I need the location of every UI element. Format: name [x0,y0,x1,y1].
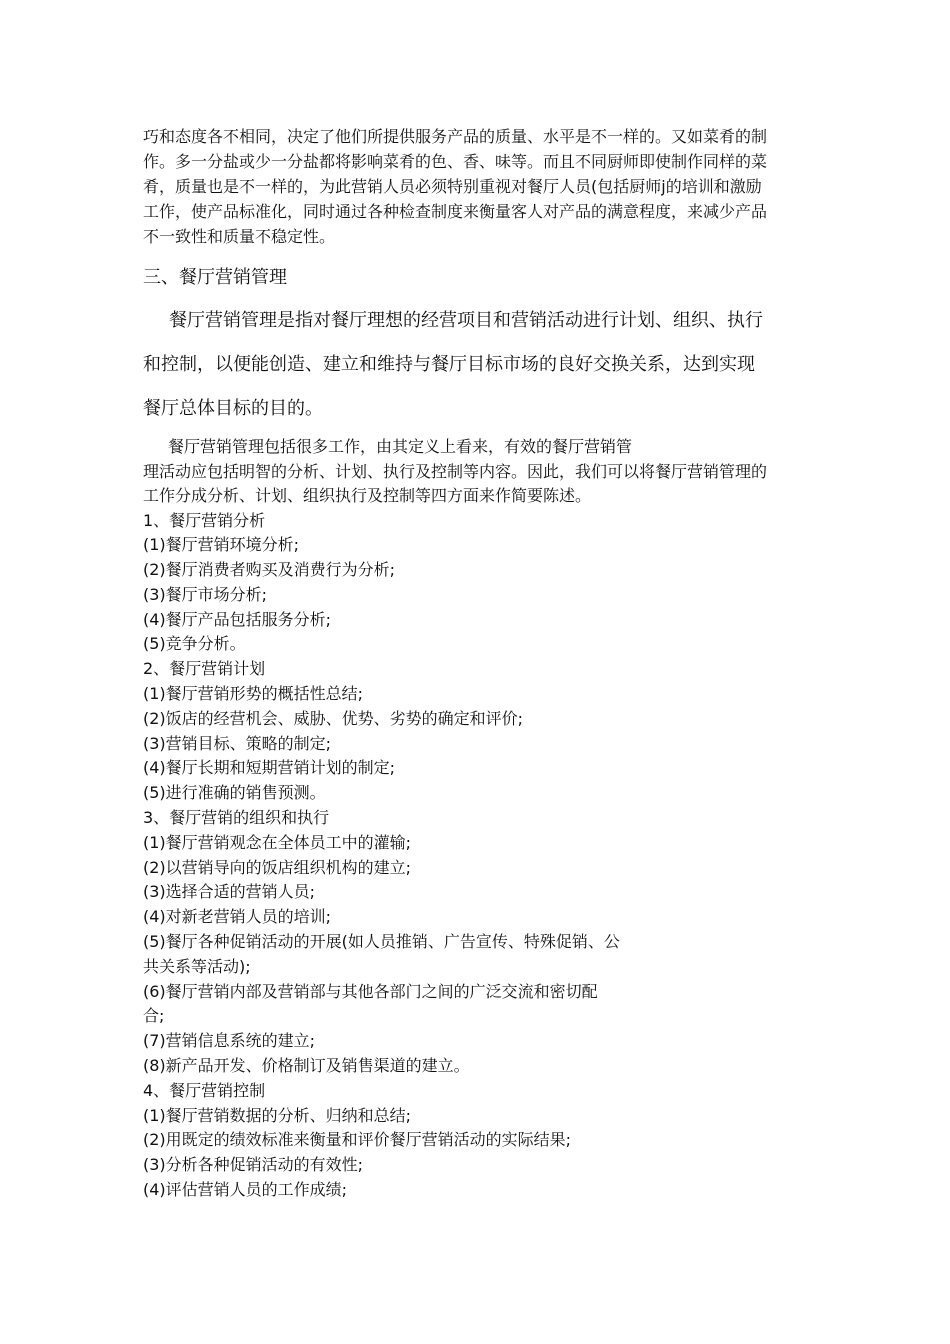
list-item [143,831,808,856]
list-item-continuation: 共关系等活动); [143,956,251,976]
body-line: 工作分成分析、计划、组织执行及控制等四方面来作简要陈述。 [143,486,592,505]
list-item [143,533,808,558]
list-item [143,856,808,881]
lead-line: 和控制，以便能创造、建立和维持与餐厅目标市场的良好交换关系，达到实现 [143,354,755,375]
list-item-text: 1、餐厅营销分析 [143,510,266,530]
list-item [143,608,808,633]
list-item-text: (4)评估营销人员的工作成绩; [143,1180,348,1200]
list-item [143,1029,808,1054]
list-item-text: (2)餐厅消费者购买及消费行为分析; [143,560,396,580]
intro-line: 肴，质量也是不一样的，为此营销人员必须特别重视对餐厅人员(包括厨师j的培训和激励 [143,177,762,196]
list-item-text: (8)新产品开发、价格制订及销售渠道的建立。 [143,1056,470,1076]
list-item [143,1128,808,1153]
body-line: 理活动应包括明智的分析、计划、执行及控制等内容。因此，我们可以将餐厅营销管理的 [143,461,768,481]
body-paragraph [143,435,808,509]
list-item [143,1079,808,1104]
list-item [143,980,808,1030]
list-item [143,682,808,707]
intro-line: 工作，使产品标准化，同时通过各种检查制度来衡量客人对产品的满意程度，来减少产品 [143,202,768,221]
list-item-text: (1)餐厅营销数据的分析、归纳和总结; [143,1105,412,1125]
list-item [143,930,808,980]
list-item [143,509,808,534]
list-item [143,583,808,608]
list-item [143,732,808,757]
list-item [143,657,808,682]
list-item-text: (1)餐厅营销环境分析; [143,535,300,555]
list-item [143,756,808,781]
list-item-text: (4)对新老营销人员的培训; [143,907,332,927]
list-item [143,880,808,905]
list-item [143,558,808,583]
lead-line: 餐厅营销管理是指对餐厅理想的经营项目和营销活动进行计划、组织、执行 [169,310,763,331]
list-item [143,1054,808,1079]
intro-paragraph [143,124,808,249]
list-item-text: (2)用既定的绩效标准来衡量和评价餐厅营销活动的实际结果; [143,1130,572,1150]
list-item-text: (1)餐厅营销形势的概括性总结; [143,684,364,704]
list-item [143,632,808,657]
list-item [143,707,808,732]
list-item-text: (3)选择合适的营销人员; [143,882,316,902]
list-item-text: 4、餐厅营销控制 [143,1080,266,1100]
intro-line: 巧和态度各不相同，决定了他们所提供服务产品的质量、水平是不一样的。又如菜肴的制 [143,127,768,146]
list-item-text: (1)餐厅营销观念在全体员工中的灌输; [143,832,412,852]
intro-line: 不一致性和质量不稳定性。 [143,227,336,246]
list-item-text: (5)餐厅各种促销活动的开展(如人员推销、广告宣传、特殊促销、公 [143,932,620,952]
list-item-text: (4)餐厅长期和短期营销计划的制定; [143,758,396,778]
list-item-text: (3)营销目标、策略的制定; [143,733,332,753]
list-item [143,1104,808,1129]
list-item-continuation: 合; [143,1006,165,1026]
list-item-text: (6)餐厅营销内部及营销部与其他各部门之间的广泛交流和密切配 [143,981,598,1001]
list-item-text: (2)饭店的经营机会、威胁、优势、劣势的确定和评价; [143,708,524,728]
section-heading: 三、餐厅营销管理 [143,267,287,288]
outline-list [143,509,808,1203]
intro-line: 作。多一分盐或少一分盐都将影响菜肴的色、香、味等。而且不同厨师即使制作同样的菜 [143,152,768,171]
list-item-text: (2)以营销导向的饭店组织机构的建立; [143,857,412,877]
list-item [143,1153,808,1178]
body-line: 餐厅营销管理包括很多工作，由其定义上看来，有效的餐厅营销管 [168,437,633,456]
page-content [143,124,808,1203]
list-item [143,905,808,930]
list-item [143,1178,808,1203]
list-item-text: 2、餐厅营销计划 [143,659,266,679]
list-item-text: (3)分析各种促销活动的有效性; [143,1155,364,1175]
lead-paragraph [143,299,808,431]
list-item [143,781,808,806]
list-item-text: 3、餐厅营销的组织和执行 [143,808,330,828]
list-item-text: (4)餐厅产品包括服务分析; [143,609,332,629]
list-item-text: (5)进行准确的销售预测。 [143,783,326,803]
list-item-text: (7)营销信息系统的建立; [143,1031,316,1051]
lead-line: 餐厅总体目标的目的。 [143,398,323,419]
list-item-text: (3)餐厅市场分析; [143,584,268,604]
list-item-text: (5)竞争分析。 [143,634,246,654]
list-item [143,806,808,831]
